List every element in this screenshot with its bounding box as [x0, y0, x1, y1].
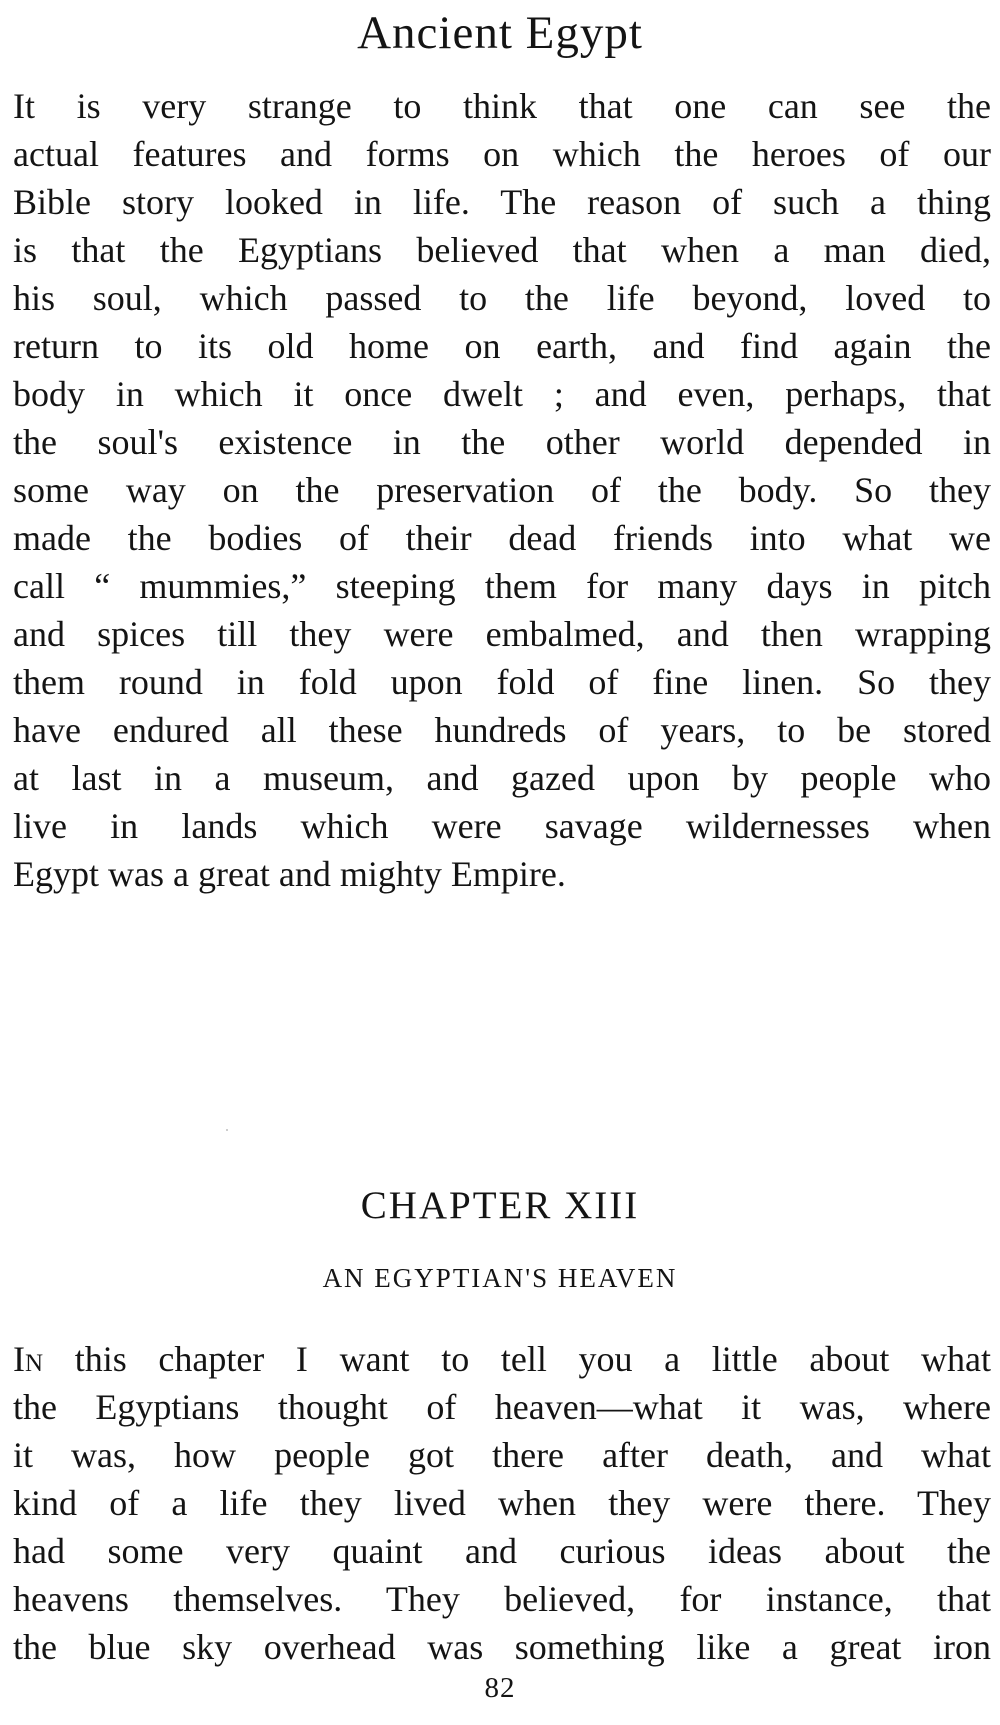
text-line: actual features and forms on which the heroes of our — [13, 134, 991, 174]
page-number: 82 — [484, 1672, 516, 1704]
opening-word: In — [13, 1339, 44, 1379]
text-line: heavens themselves. They believed, for instance, that — [13, 1579, 991, 1619]
text-line: return to its old home on earth, and find again the — [13, 326, 991, 366]
text-line: them round in fold upon fold of fine linen. So they — [13, 662, 991, 702]
text-line: it was, how people got there after death, and what — [13, 1435, 991, 1475]
text-line: is that the Egyptians believed that when a man died, — [13, 230, 991, 270]
paper-speck — [226, 1129, 228, 1131]
text-line: It is very strange to think that one can see the — [13, 86, 991, 126]
paragraph-heaven — [13, 1335, 991, 1671]
text-line: and spices till they were embalmed, and then wrapping — [13, 614, 991, 654]
text-line: the Egyptians thought of heaven—what it was, where — [13, 1387, 991, 1427]
opening-line-rest: this chapter I want to tell you a little about what — [43, 1339, 991, 1379]
text-line: had some very quaint and curious ideas about the — [13, 1531, 991, 1571]
text-line: live in lands which were savage wildernesses when — [13, 806, 991, 846]
text-line: the soul's existence in the other world depended in — [13, 422, 991, 462]
text-line: kind of a life they lived when they were there. They — [13, 1483, 991, 1523]
running-title: Ancient Egypt — [357, 7, 643, 59]
text-line: made the bodies of their dead friends into what we — [13, 518, 991, 558]
text-line: Bible story looked in life. The reason of such a thing — [13, 182, 991, 222]
text-line: some way on the preservation of the body. So they — [13, 470, 991, 510]
text-line: call “ mummies,” steeping them for many days in pitch — [13, 566, 991, 606]
chapter-title: AN EGYPTIAN'S HEAVEN — [322, 1263, 678, 1293]
text-line: have endured all these hundreds of years, to be stored — [13, 710, 991, 750]
text-line: at last in a museum, and gazed upon by people who — [13, 758, 991, 798]
text-line: his soul, which passed to the life beyond, loved to — [13, 278, 991, 318]
text-line: the blue sky overhead was something like a great iron — [13, 1627, 991, 1667]
paragraph-mummies — [13, 82, 991, 898]
text-line: Egypt was a great and mighty Empire. — [13, 854, 566, 894]
chapter-number: CHAPTER XIII — [360, 1184, 640, 1227]
text-line — [13, 1335, 991, 1383]
text-line: body in which it once dwelt ; and even, perhaps, that — [13, 374, 991, 414]
